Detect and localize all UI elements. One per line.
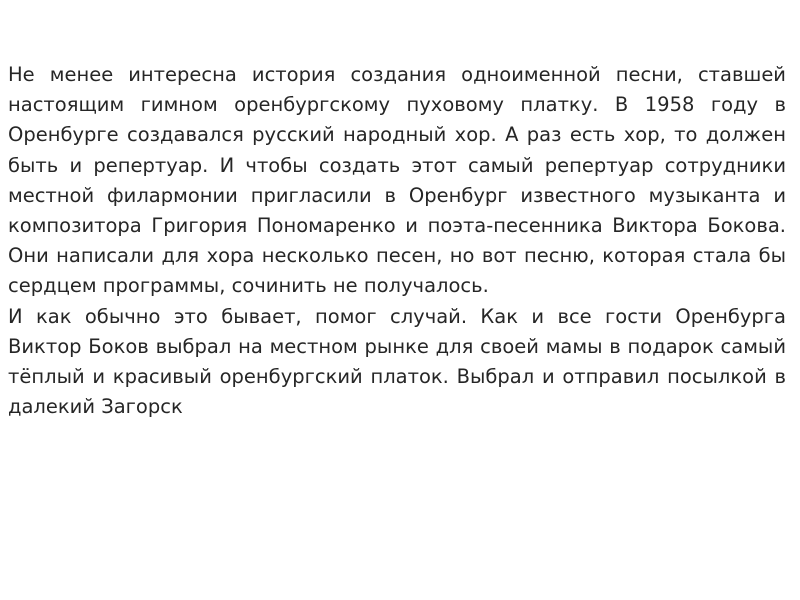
paragraph-2: И как обычно это бывает, помог случай. Как и все гости Оренбурга Виктор Боков выбрал на местном рынке для своей мамы в подарок самый тёплый и красивый оренбургский платок. Выбрал и отправил посылкой в далекий Загорск [8, 304, 786, 419]
paragraph-1: Не менее интересна история создания одноименной песни, ставшей настоящим гимном оренбургскому пуховому платку. В 1958 году в Оренбурге создавался русский народный хор. А раз есть хор, то должен быть и репертуар. И чтобы создать этот самый репертуар сотрудники местной филармонии пригласили в Оренбург известного музыканта и композитора Григория Пономаренко и поэта-песенника Виктора Бокова. Они написали для хора несколько песен, но вот песню, которая стала бы сердцем программы, сочинить не получалось. [8, 63, 786, 298]
text-block [8, 60, 786, 422]
